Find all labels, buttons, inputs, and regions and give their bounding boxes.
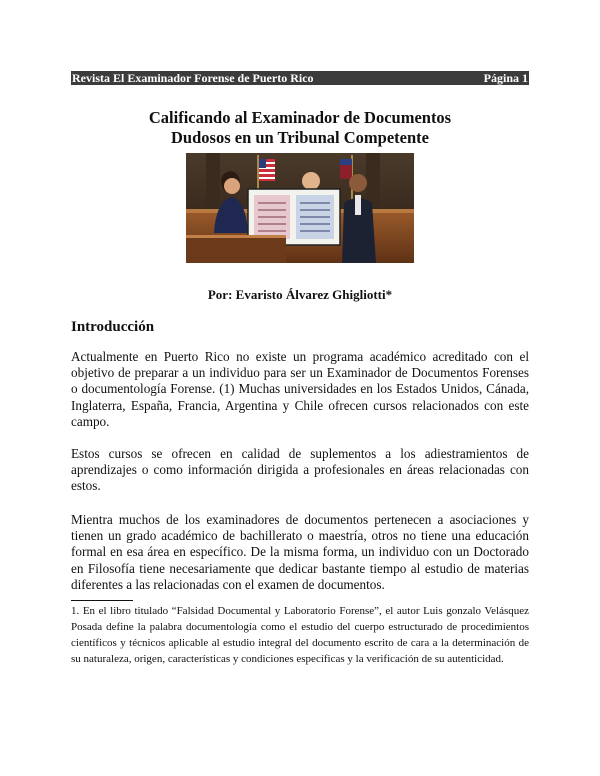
author-byline: Por: Evaristo Álvarez Ghigliotti* xyxy=(207,287,393,302)
us-flag-icon xyxy=(259,159,275,181)
footnote: 1. En el libro titulado “Falsidad Documental y Laboratorio Forense”, el autor Luis gonzalo Velásquez Posada define la palabra documentología como el estudio del cuerpo estructurado de procedimientos científicos y técnicos aplicable al estudio integral del documento escrito de cara a la determinación de su naturaleza, origen, características y condiciones específicas y la verificación de su autenticidad. xyxy=(71,605,529,665)
paragraph-2: Estos cursos se ofrecen en calidad de suplementos a los adiestramientos de aprendizajes o como información dirigida a profesionales en áreas relacionadas con estos. xyxy=(71,446,529,494)
courtroom-photo xyxy=(186,153,414,263)
article-title-line-2: Dudosos en un Tribunal Competente xyxy=(171,128,429,147)
journal-header-bar xyxy=(71,71,529,85)
courtroom-illustration xyxy=(186,153,414,263)
footnote-divider xyxy=(71,600,133,601)
page-number: Página 1 xyxy=(483,71,528,85)
paragraph-1: Actualmente en Puerto Rico no existe un programa académico acreditado con el objetivo de preparar a un individuo para ser un Examinador de Documentos Forenses o documentología Forense. (1) Muchas universidades en los Estados Unidos, Cánada, Inglaterra, España, Francia, Argentina y Chile ofrecen cursos relacionados con este campo. xyxy=(71,349,529,429)
paragraph-3: Mientra muchos de los examinadores de documentos pertenecen a asociaciones y tienen un grado académico de bachillerato o maestría, otros no tiene una educación formal en esa área en específico. De la misma forma, un individuo con un Doctorado en Filosofía tiene necesariamente que dedicar bastante tiempo al estudio de materias diferentes a las relacionadas con el examen de documentos. xyxy=(71,512,529,592)
article-title-line-1: Calificando al Examinador de Documentos xyxy=(148,108,452,127)
journal-name: Revista El Examinador Forense de Puerto Rico xyxy=(72,71,314,85)
section-heading: Introducción xyxy=(71,319,155,335)
